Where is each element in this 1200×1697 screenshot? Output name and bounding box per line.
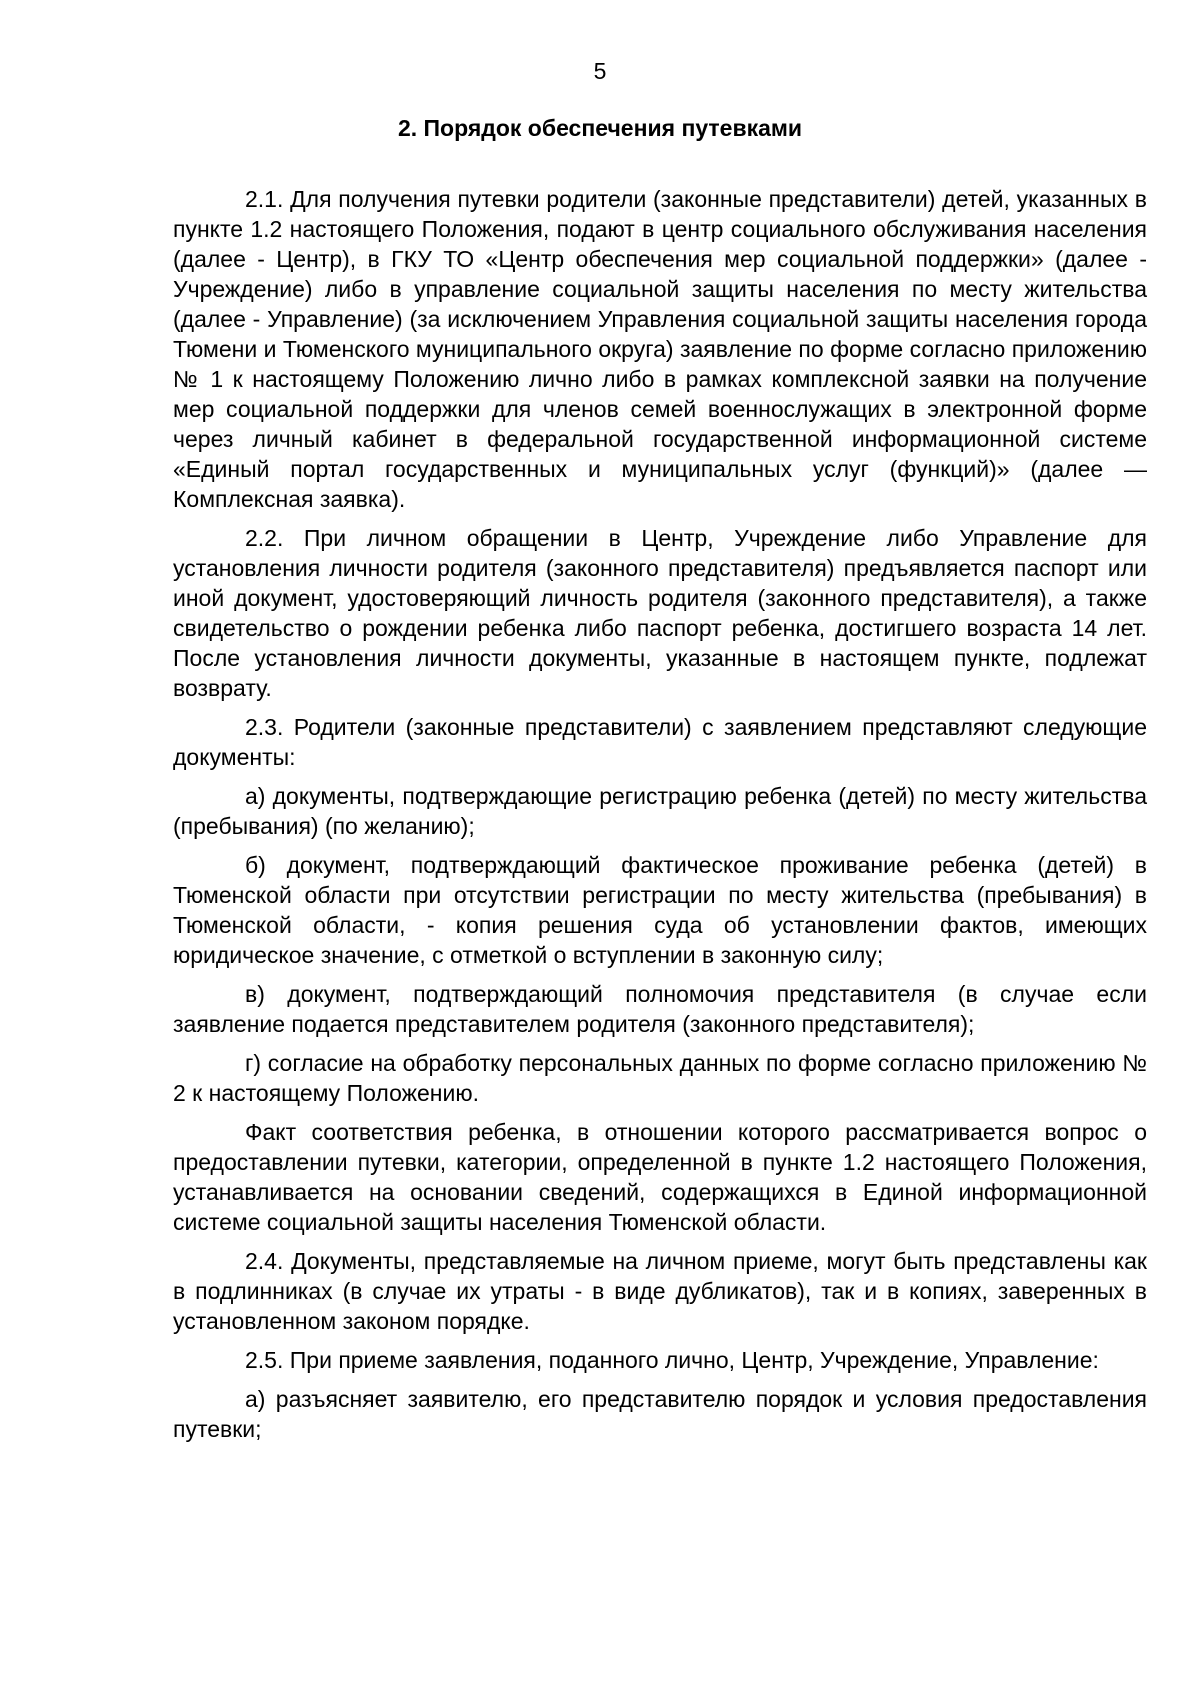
paragraph-2-3-v: в) документ, подтверждающий полномочия представителя (в случае если заявление подается представителем родителя (законного представителя);: [173, 981, 1147, 1037]
paragraph-2-4: 2.4. Документы, представляемые на личном приеме, могут быть представлены как в подлинниках (в случае их утраты - в виде дубликатов), так и в копиях, заверенных в установленном законом порядке.: [173, 1248, 1147, 1334]
document-body: [173, 184, 1147, 1453]
paragraph-2-2: 2.2. При личном обращении в Центр, Учреждение либо Управление для установления личности родителя (законного представителя) предъявляется паспорт или иной документ, удостоверяющий личность родителя (законного представителя), а также свидетельство о рождении ребенка либо паспорт ребенка, достигшего возраста 14 лет. После установления личности документы, указанные в настоящем пункте, подлежат возврату.: [173, 525, 1147, 701]
paragraph-fact: Факт соответствия ребенка, в отношении которого рассматривается вопрос о предоставлении путевки, категории, определенной в пункте 1.2 настоящего Положения, устанавливается на основании сведений, содержащихся в Единой информационной системе социальной защиты населения Тюменской области.: [173, 1119, 1147, 1235]
paragraph-2-3-b: б) документ, подтверждающий фактическое проживание ребенка (детей) в Тюменской области при отсутствии регистрации по месту жительства (пребывания) в Тюменской области, - копия решения суда об установлении фактов, имеющих юридическое значение, с отметкой о вступлении в законную силу;: [173, 852, 1147, 968]
paragraph-2-3: 2.3. Родители (законные представители) с заявлением представляют следующие документы:: [173, 714, 1147, 770]
paragraph-2-3-a: а) документы, подтверждающие регистрацию ребенка (детей) по месту жительства (пребывания) (по желанию);: [173, 783, 1147, 839]
paragraph-2-3-g: г) согласие на обработку персональных данных по форме согласно приложению № 2 к настоящему Положению.: [173, 1050, 1147, 1106]
paragraph-2-1: 2.1. Для получения путевки родители (законные представители) детей, указанных в пункте 1.2 настоящего Положения, подают в центр социального обслуживания населения (далее - Центр), в ГКУ ТО «Центр обеспечения мер социальной поддержки» (далее - Учреждение) либо в управление социальной защиты населения по месту жительства (далее - Управление) (за исключением Управления социальной защиты населения города Тюмени и Тюменского муниципального округа) заявление по форме согласно приложению № 1 к настоящему Положению лично либо в рамках комплексной заявки на получение мер социальной поддержки для членов семей военнослужащих в электронной форме через личный кабинет в федеральной государственной информационной системе «Единый портал государственных и муниципальных услуг (функций)» (далее — Комплексная заявка).: [173, 186, 1147, 512]
page-number: 5: [593, 58, 607, 84]
section-title: 2. Порядок обеспечения путевками: [397, 115, 803, 141]
paragraph-2-5-a: а) разъясняет заявителю, его представителю порядок и условия предоставления путевки;: [173, 1386, 1147, 1442]
paragraph-2-5: 2.5. При приеме заявления, поданного лично, Центр, Учреждение, Управление:: [245, 1347, 1099, 1373]
